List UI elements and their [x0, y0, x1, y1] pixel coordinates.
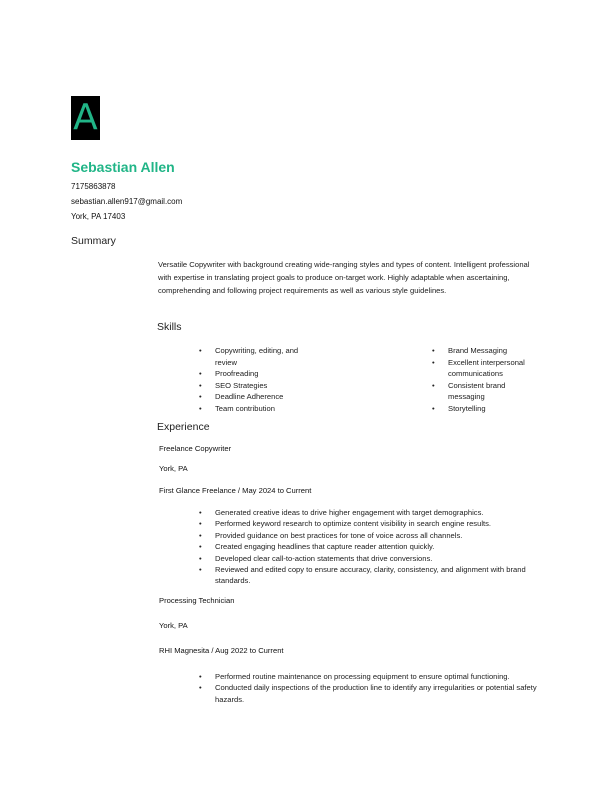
- job-location: York, PA: [159, 621, 188, 630]
- list-item: • Excellent interpersonal communications: [432, 357, 544, 380]
- skills-list-left: [199, 345, 309, 414]
- email-address: sebastian.allen917@gmail.com: [71, 197, 183, 206]
- job-company-dates: RHI Magnesita / Aug 2022 to Current: [159, 646, 284, 655]
- list-item: • Reviewed and edited copy to ensure accuracy, clarity, consistency, and alignment with brand standards.: [199, 564, 544, 587]
- location: York, PA 17403: [71, 212, 126, 221]
- job-bullets: [199, 507, 544, 587]
- list-item: • Generated creative ideas to drive higher engagement with target demographics.: [199, 507, 544, 518]
- list-item: • Copywriting, editing, and review: [199, 345, 309, 368]
- list-item: • Team contribution: [199, 403, 309, 415]
- list-item: • Created engaging headlines that capture reader attention quickly.: [199, 541, 544, 552]
- list-item: • Conducted daily inspections of the production line to identify any irregularities or potential safety hazards.: [199, 682, 544, 705]
- job-title: Processing Technician: [159, 596, 235, 605]
- skills-heading: Skills: [157, 321, 182, 333]
- list-item: • Deadline Adherence: [199, 391, 309, 403]
- list-item: • Proofreading: [199, 368, 309, 380]
- phone-number: 7175863878: [71, 182, 116, 191]
- summary-heading: Summary: [71, 235, 116, 247]
- job-location: York, PA: [159, 464, 188, 473]
- list-item: • Brand Messaging: [432, 345, 544, 357]
- list-item: • Provided guidance on best practices for tone of voice across all channels.: [199, 530, 544, 541]
- job-company-dates: First Glance Freelance / May 2024 to Current: [159, 486, 312, 495]
- candidate-name: Sebastian Allen: [71, 159, 175, 175]
- list-item: • Consistent brand messaging: [432, 380, 544, 403]
- list-item: • Storytelling: [432, 403, 544, 415]
- skills-list-right: [432, 345, 544, 414]
- job-title: Freelance Copywriter: [159, 444, 232, 453]
- job-bullets: [199, 671, 544, 705]
- list-item: • SEO Strategies: [199, 380, 309, 392]
- list-item: • Performed keyword research to optimize content visibility in search engine results.: [199, 518, 544, 529]
- summary-text: Versatile Copywriter with background creating wide-ranging styles and types of content. Intelligent professional with expertise in translating project goals to produce on-target work. Highly adaptable when ascertaining, comprehending and following project requirements as well as various style guidelines.: [158, 260, 530, 296]
- experience-heading: Experience: [157, 421, 210, 433]
- list-item: • Performed routine maintenance on processing equipment to ensure optimal functioning.: [199, 671, 544, 682]
- monogram-logo: A: [71, 96, 100, 140]
- list-item: • Developed clear call-to-action statements that drive conversions.: [199, 553, 544, 564]
